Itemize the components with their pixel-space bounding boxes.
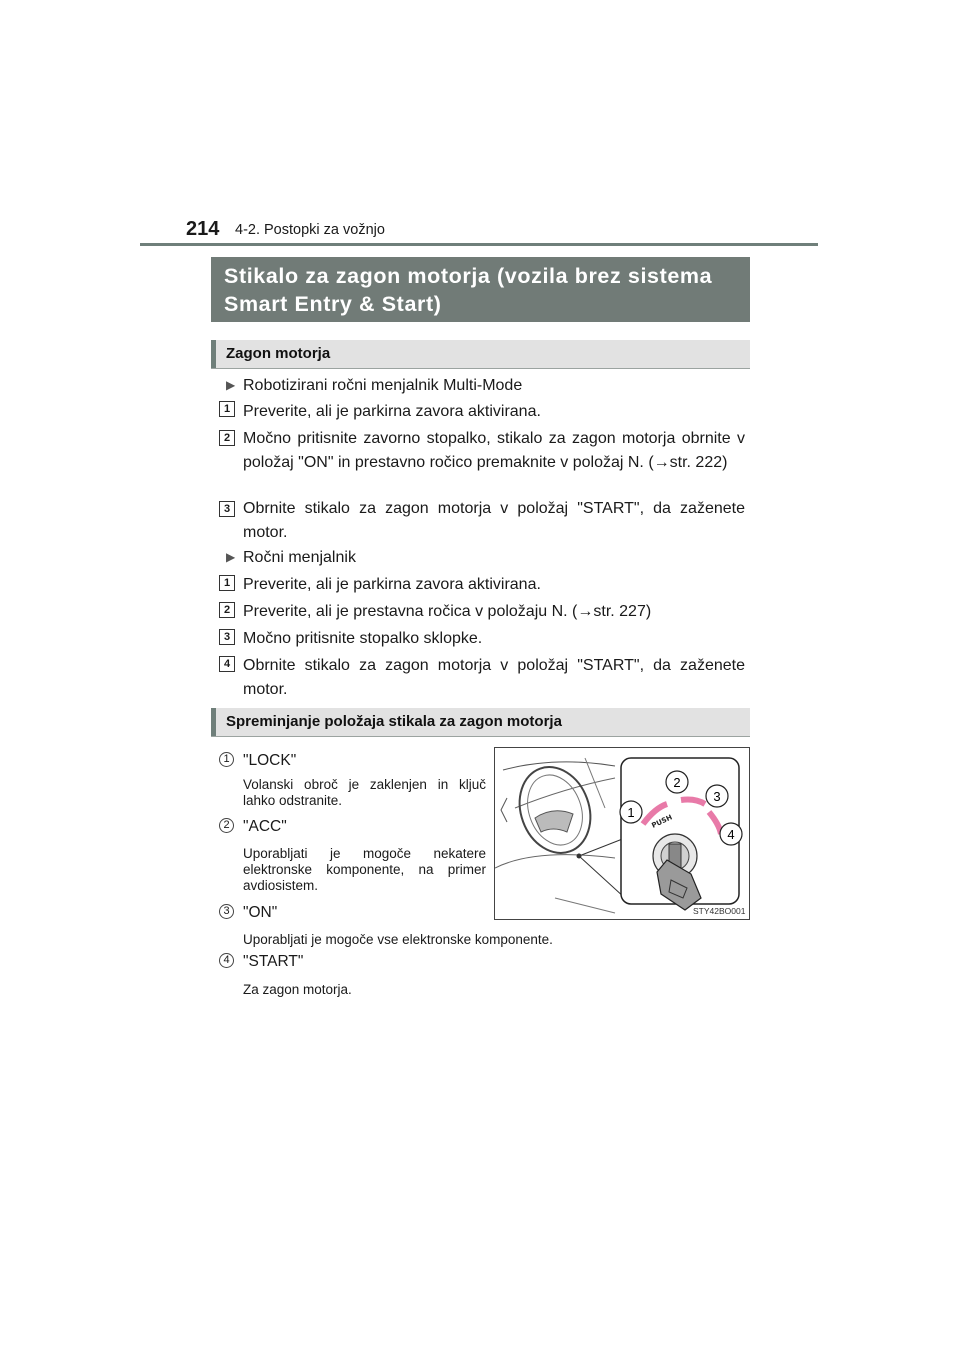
step-number-badge: 2 (219, 430, 235, 446)
svg-text:1: 1 (627, 805, 635, 820)
group-heading: Robotizirani ročni menjalnik Multi-Mode (243, 377, 523, 394)
step-number-badge: 1 (219, 575, 235, 591)
position-label: "ACC" (243, 818, 287, 835)
subheading-label: Spreminjanje položaja stikala za zagon motorja (226, 713, 562, 730)
position-description: Za zagon motorja. (243, 982, 352, 997)
triangle-bullet-icon: ▶ (226, 550, 236, 564)
step-text: Preverite, ali je parkirna zavora aktivirana. (243, 576, 541, 593)
triangle-bullet-icon: ▶ (226, 378, 236, 392)
step-text: Preverite, ali je parkirna zavora aktivirana. (243, 403, 541, 420)
subheading-label: Zagon motorja (226, 345, 331, 362)
header-rule (140, 243, 818, 246)
step-number-badge: 4 (219, 656, 235, 672)
position-description: Uporabljati je mogoče nekatere elektronske komponente, na primer avdiosistem. (243, 846, 486, 893)
ignition-switch-drawing (495, 748, 750, 920)
group-heading: Ročni menjalnik (243, 549, 356, 566)
position-label: "START" (243, 953, 304, 970)
step-number-badge: 2 (219, 602, 235, 618)
position-description: Volanski obroč je zaklenjen in ključ lahko odstranite. (243, 777, 486, 808)
step-text: Obrnite stikalo za zagon motorja v položaj "START", da zaženete motor. (243, 657, 745, 698)
step-text: Obrnite stikalo za zagon motorja v položaj "START", da zaženete motor. (243, 500, 745, 541)
subheading-accent (211, 340, 216, 368)
callout-number: 3 (219, 904, 234, 919)
subheading-accent (211, 708, 216, 736)
position-label: "LOCK" (243, 752, 297, 769)
callout-number: 2 (219, 818, 234, 833)
ignition-switch-illustration (494, 747, 750, 920)
section-title: Stikalo za zagon motorja (vozila brez sistema Smart Entry & Start) (211, 257, 750, 322)
subheading-engine-start (211, 340, 750, 369)
step-number-badge: 3 (219, 629, 235, 645)
svg-text:4: 4 (727, 827, 735, 842)
step-text: Močno pritisnite stopalko sklopke. (243, 630, 483, 647)
figure-code: STY42BO001 (693, 906, 746, 916)
step-number-badge: 3 (219, 501, 235, 517)
position-description: Uporabljati je mogoče vse elektronske komponente. (243, 932, 553, 947)
callout-number: 4 (219, 953, 234, 968)
step-text: Močno pritisnite zavorno stopalko, stikalo za zagon motorja obrnite v položaj "ON" in prestavno ročico premaknite v položaj N. (→str. 222) (243, 430, 745, 471)
step-text: Preverite, ali je prestavna ročica v položaju N. (→str. 227) (243, 603, 652, 620)
page-number: 214 (186, 218, 220, 240)
step-number-badge: 1 (219, 401, 235, 417)
subheading-switch-positions (211, 708, 750, 737)
position-label: "ON" (243, 904, 278, 921)
svg-text:3: 3 (713, 789, 721, 804)
svg-text:2: 2 (673, 775, 681, 790)
push-text: PUSH (650, 813, 674, 830)
chapter-title: 4-2. Postopki za vožnjo (235, 222, 385, 238)
callout-number: 1 (219, 752, 234, 767)
